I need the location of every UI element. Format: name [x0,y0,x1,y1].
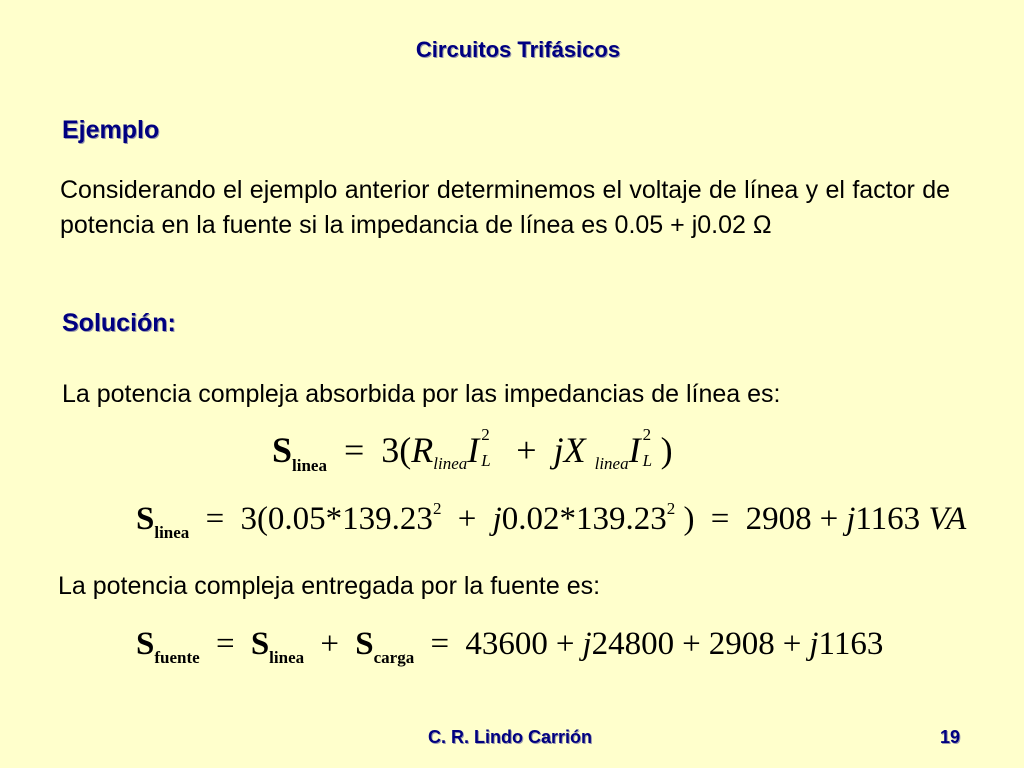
equation-line-power-formula: $S_{linea} = 3(R_{linea}I$ 2 L + jX $_{linea}$I 2 L ) [272,425,673,475]
source-power-text: La potencia compleja entregada por la fuente es: [58,572,601,600]
line-power-text: La potencia compleja absorbida por las impedancias de línea es: [62,380,781,408]
footer-author: C. R. Lindo Carrión [428,727,592,747]
problem-statement: Considerando el ejemplo anterior determinemos el voltaje de línea y el factor de potencia en la fuente si la impedancia de línea es 0.05 + j0.02 Ω [60,176,950,239]
equation-source-power: $S_{fuente} = S_{linea} + S_{carga} = 43600 + j24800 + 2908 + j1163$ [136,626,884,667]
equation-line-power-values: $S_{linea} = 3(0.05*139.23^2 + j0.02*139.23^2$ ) = 2908 + j1163 VA [136,499,967,542]
solution-heading: Solución: [62,309,176,337]
slide-title: Circuitos Trifásicos [415,37,621,62]
example-heading: Ejemplo [62,116,160,144]
page-number: 19 [940,727,961,747]
